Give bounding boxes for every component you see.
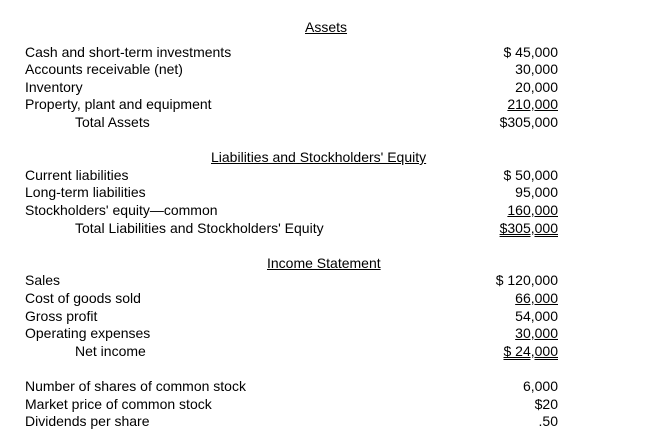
assets-row-label: Inventory: [25, 79, 83, 95]
income-row-value: 30,000: [515, 325, 558, 341]
income-row-value: 54,000: [515, 308, 558, 324]
assets-heading: Assets: [305, 19, 348, 35]
liabilities-row-label: Long-term liabilities: [25, 184, 146, 200]
assets-total-label: Total Assets: [75, 114, 150, 130]
assets-row-value: $ 45,000: [503, 44, 558, 60]
assets-row-value: 20,000: [515, 79, 558, 95]
net-income-label: Net income: [75, 343, 146, 359]
shares-label: Number of shares of common stock: [25, 378, 246, 394]
liabilities-row-value: $ 50,000: [503, 167, 558, 183]
income-row-value: 66,000: [515, 290, 558, 306]
assets-row-label: Cash and short-term investments: [25, 44, 232, 60]
liabilities-row-value: 160,000: [507, 202, 558, 218]
market-price-label: Market price of common stock: [25, 396, 212, 412]
income-heading: Income Statement: [267, 255, 381, 271]
shares-value: 6,000: [522, 378, 558, 394]
dividends-value: .50: [538, 413, 558, 429]
liabilities-heading: Liabilities and Stockholders' Equity: [211, 149, 427, 165]
dividends-label: Dividends per share: [25, 413, 150, 429]
assets-row-value: 210,000: [507, 96, 558, 112]
assets-row-value: 30,000: [515, 61, 558, 77]
assets-total-value: $305,000: [499, 114, 558, 130]
income-row-label: Operating expenses: [25, 325, 151, 341]
assets-row-label: Property, plant and equipment: [25, 96, 212, 112]
liabilities-row-label: Current liabilities: [25, 167, 129, 183]
liabilities-row-value: 95,000: [515, 184, 558, 200]
income-row-label: Cost of goods sold: [25, 290, 141, 306]
income-row-label: Gross profit: [25, 308, 98, 324]
net-income-value: $ 24,000: [503, 343, 558, 359]
assets-row-label: Accounts receivable (net): [25, 61, 183, 77]
liabilities-row-label: Stockholders' equity—common: [25, 202, 218, 218]
market-price-value: $20: [534, 396, 558, 412]
income-row-label: Sales: [25, 272, 61, 288]
income-row-value: $ 120,000: [495, 272, 558, 288]
liabilities-total-value: $305,000: [499, 220, 558, 236]
liabilities-total-label: Total Liabilities and Stockholders' Equity: [75, 220, 324, 236]
